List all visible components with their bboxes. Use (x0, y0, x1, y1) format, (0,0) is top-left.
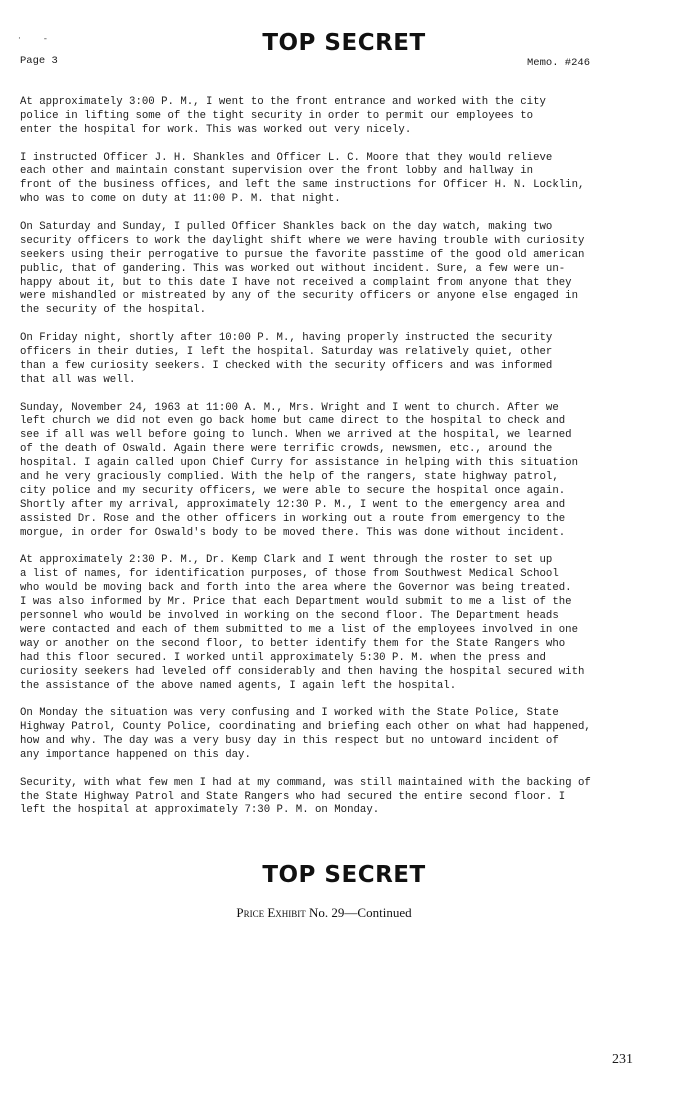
stray-marks: · - (18, 34, 57, 44)
exhibit-number: No. 29—Continued (309, 905, 412, 920)
paragraph: On Monday the situation was very confusing and I worked with the State Police, State Highway Patrol, County Police, coordinating and briefing each other on what had happened, how and why. The day was a very busy day in this respect but no untoward incident of any importance happened on this day. (20, 707, 591, 761)
page-number: 231 (612, 1052, 633, 1067)
classification-stamp-top: TOP SECRET (262, 30, 426, 56)
memo-body (20, 96, 640, 832)
paragraph: At approximately 2:30 P. M., Dr. Kemp Clark and I went through the roster to set up a list of names, for identification purposes, of those from Southwest Medical School who would be moving back and forth into the area where the Governor was being treated. I was also informed by Mr. Price that each Department would submit to me a list of the personnel who would be involved in working on the second floor. The Department heads were contacted and each of them submitted to me a list of the employees involved in one way or another on the second floor, to better identify them for the State Rangers who had this floor secured. I worked until approximately 5:30 P. M. when the press and curiosity seekers had leveled off considerably and then having the hospital secured with the assistance of the above named agents, I again left the hospital. (20, 554, 585, 692)
paragraph: Security, with what few men I had at my command, was still maintained with the backing of the State Highway Patrol and State Rangers who had secured the entire second floor. I left the hospital at approximately 7:30 P. M. on Monday. (20, 776, 591, 817)
memo-number: Memo. #246 (526, 57, 590, 69)
paragraph: I instructed Officer J. H. Shankles and Officer L. C. Moore that they would relieve each other and maintain constant supervision over the front lobby and hallway in front of the business offices, and left the same instructions for Officer H. N. Locklin, who was to come on duty at 11:00 P. M. that night. (20, 151, 585, 206)
paragraph: On Friday night, shortly after 10:00 P. M., having properly instructed the security officers in their duties, I left the hospital. Saturday was relatively quiet, other than a few curiosity seekers. I checked with the security officers and was informed that all was well. (20, 332, 553, 386)
exhibit-label: Price Exhibit (236, 905, 306, 920)
page-label: Page 3 (20, 55, 58, 67)
classification-stamp-bottom: TOP SECRET (262, 862, 426, 888)
paragraph: Sunday, November 24, 1963 at 11:00 A. M., Mrs. Wright and I went to church. After we left church we did not even go back home but came direct to the hospital to check and see if all was well before going to lunch. When we arrived at the hospital, we learned of the death of Oswald. Again there were terrific crowds, newsmen, etc., around the hospital. I again called upon Chief Curry for assistance in helping with this situation and he very graciously complied. With the help of the rangers, state highway patrol, city police and my security officers, we were able to secure the hospital once again. Shortly after my arrival, approximately 12:30 P. M., I went to the emergency area and assisted Dr. Rose and the other officers in working out a route from emergency to the morgue, in order for Oswald's body to be moved there. This was done without incident. (20, 401, 578, 539)
paragraph: On Saturday and Sunday, I pulled Officer Shankles back on the day watch, making two security officers to work the daylight shift where we were having trouble with curiosity seekers using their perrogative to pursue the favorite passtime of the good old american public, that of gandering. This was worked out without incident. Sure, a few were un- happy about it, but to this date I have not received a complaint from anyone that they were mishandled or mistreated by any of the security officers or anyone else engaged in the security of the hospital. (20, 220, 585, 317)
exhibit-caption (0, 905, 648, 921)
paragraph: At approximately 3:00 P. M., I went to the front entrance and worked with the city police in lifting some of the tight security in order to permit our employees to enter the hospital for work. This was worked out very nicely. (20, 96, 546, 136)
